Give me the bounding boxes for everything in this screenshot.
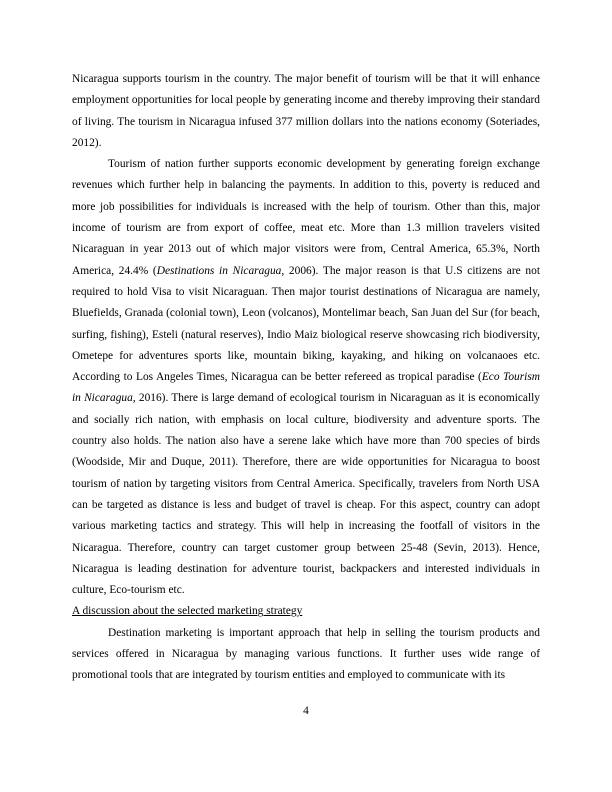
citation-destinations: Destinations in Nicaragua, — [156, 264, 285, 277]
paragraph-text: Tourism of nation further supports economic development by generating foreign exchange revenues which further help in balancing the payments. In addition to this, poverty is reduced and more job possibilities for individuals is increased with the help of tourism. Other than this, major income of tourism are from export of coffee, meat etc. More than 1.3 million travelers visited Nicaraguan in year 2013 out of which major visitors were from, Central America, 65.3%, North America, 24.4% ( — [72, 158, 540, 277]
paragraph-tourism-benefits: Nicaragua supports tourism in the country. The major benefit of tourism will be that it will enhance employment opportunities for local people by generating income and thereby improving their standard of living. The tourism in Nicaragua infused 377 million dollars into the nations economy (Soteriades, 2012). — [72, 73, 540, 149]
citation-eco-tourism: Eco Tourism in Nicaragua, — [72, 371, 540, 405]
body-text — [72, 69, 540, 687]
paragraph-economic-development — [72, 154, 540, 601]
paragraph-destination-marketing: Destination marketing is important approach that help in selling the tourism products and services offered in Nicaragua by managing various functions. It further uses wide range of promotional tools that are integrated by tourism entities and employed to communicate with its — [72, 626, 540, 682]
section-heading: A discussion about the selected marketing strategy — [72, 605, 303, 618]
paragraph-text: 2006). The major reason is that U.S citizens are not required to hold Visa to visit Nicaraguan. Then major tourist destinations of Nicaragua are namely, Bluefields, Granada (colonial town), Leon (volcanos), Montelimar beach, San Juan del Sur (for beach, surfing, fishing), Esteli (natural reserves), Indio Maiz biological reserve showcasing rich biodiversity, Ometepe for adventures sports like, mountain biking, kayaking, and hiking on volcanaoes etc. According to Los Angeles Times, Nicaragua can be better refereed as tropical paradise ( — [72, 264, 540, 384]
page-number: 4 — [303, 705, 309, 717]
paragraph-text: 2016). There is large demand of ecological tourism in Nicaraguan as it is economically and socially rich nation, with emphasis on local culture, biodiversity and adventure sports. The country also holds. The nation also have a serene lake which have more than 700 species of birds (Woodside, Mir and Duque, 2011). Therefore, there are wide opportunities for Nicaragua to boost tourism of nation by targeting visitors from Central America. Specifically, travelers from North USA can be targeted as distance is less and budget of travel is cheap. For this aspect, country can adopt various marketing tactics and strategy. This will help in increasing the footfall of visitors in the Nicaragua. Therefore, country can target customer group between 25-48 (Sevin, 2013). Hence, Nicaragua is leading destination for adventure tourist, backpackers and interested individuals in culture, Eco-tourism etc. — [72, 392, 540, 597]
